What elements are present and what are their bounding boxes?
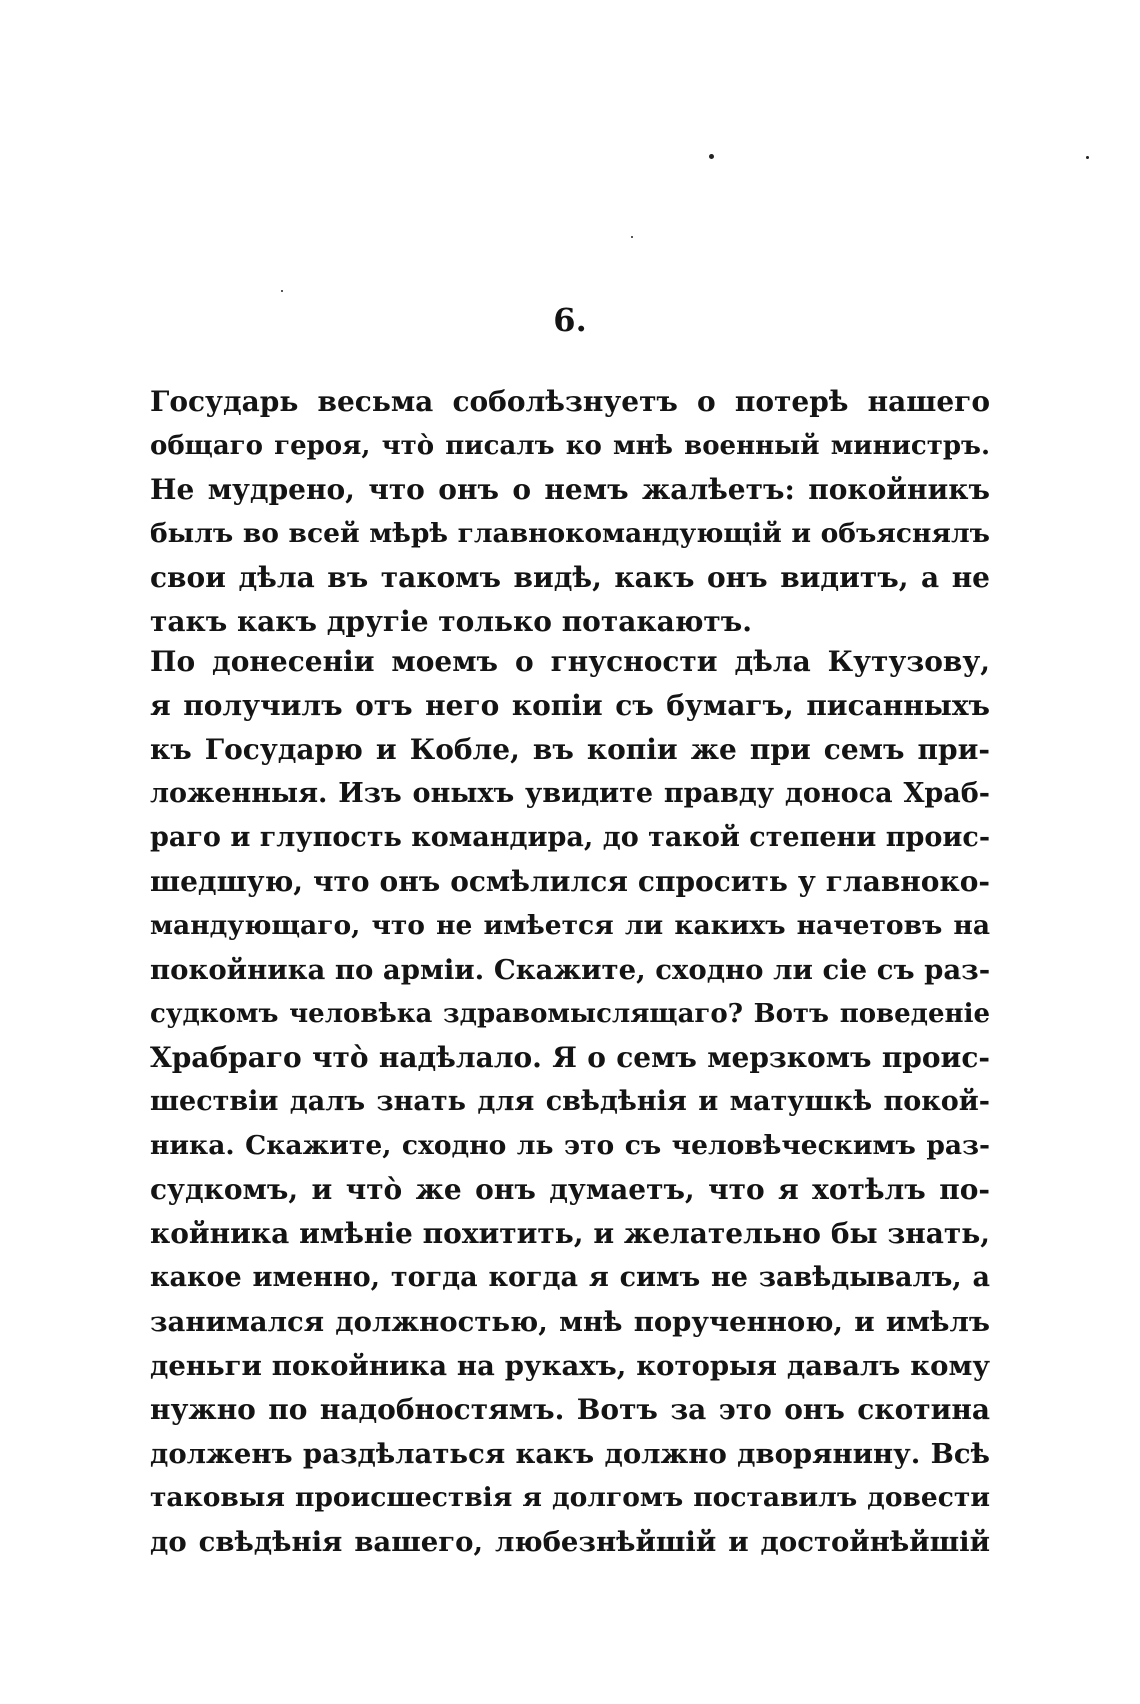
text-line: ложенныя. Изъ оныхъ увидите правду доноса Храб-	[150, 778, 990, 809]
text-line: какое именно, тогда когда я симъ не завѣдывалъ, а	[150, 1262, 990, 1293]
text-line: свои дѣла въ такомъ видѣ, какъ онъ видитъ, а не	[150, 561, 990, 594]
ink-speck	[709, 154, 714, 159]
text-line: По донесеніи моемъ о гнусности дѣла Кутузову,	[150, 645, 990, 678]
text-line: судкомъ, и что̀ же онъ думаетъ, что я хотѣлъ по-	[150, 1173, 990, 1206]
page-number: 6.	[553, 301, 587, 339]
text-line: шествіи далъ знать для свѣдѣнія и матушкѣ покой-	[150, 1086, 990, 1117]
text-line: судкомъ человѣка здравомыслящаго? Вотъ поведеніе	[150, 999, 990, 1029]
paragraph-1	[150, 380, 990, 644]
text-line: Храбраго что̀ надѣлало. Я о семъ мерзкомъ проис-	[150, 1041, 990, 1074]
text-line: раго и глупость командира, до такой степени проис-	[150, 822, 991, 853]
text-line: деньги покойника на рукахъ, которыя давалъ кому	[150, 1350, 990, 1382]
text-line: занимался должностью, мнѣ порученною, и имѣлъ	[150, 1306, 990, 1338]
text-line: къ Государю и Кобле, въ копіи же при семъ при-	[150, 733, 990, 766]
text-line: ника. Скажите, сходно ль это съ человѣческимъ раз-	[150, 1130, 990, 1161]
text-line: мандующаго, что не имѣется ли какихъ начетовъ на	[150, 910, 990, 941]
text-line: Не мудрено, что онъ о немъ жалѣетъ: покойникъ	[150, 473, 990, 506]
text-line: нужно по надобностямъ. Вотъ за это онъ скотина	[150, 1393, 990, 1426]
text-line: покойника по арміи. Скажите, сходно ли сіе съ раз-	[150, 954, 991, 986]
text-line: таковыя происшествія я долгомъ поставилъ довести	[150, 1482, 990, 1513]
text-line: я получилъ отъ него копіи съ бумагъ, писанныхъ	[150, 689, 990, 722]
ink-speck	[631, 236, 633, 238]
text-line: былъ во всей мѣрѣ главнокомандующій и объяснялъ	[150, 518, 990, 549]
text-line: такъ какъ другіе только потакаютъ.	[150, 605, 752, 638]
text-line: койника имѣніе похитить, и желательно бы знать,	[150, 1217, 990, 1250]
text-line: Государь весьма соболѣзнуетъ о потерѣ нашего	[150, 385, 990, 418]
text-line: шедшую, что онъ осмѣлился спросить у главноко-	[150, 865, 990, 898]
text-line: до свѣдѣнія вашего, любезнѣйшій и достойнѣйшій	[150, 1526, 990, 1558]
ink-speck	[1086, 156, 1089, 159]
text-line: общаго героя, что̀ писалъ ко мнѣ военный министръ.	[150, 431, 990, 461]
paragraph-2	[150, 640, 990, 1564]
ink-speck	[281, 290, 283, 292]
text-line: долженъ раздѣлаться какъ должно дворянину. Всѣ	[150, 1438, 990, 1470]
